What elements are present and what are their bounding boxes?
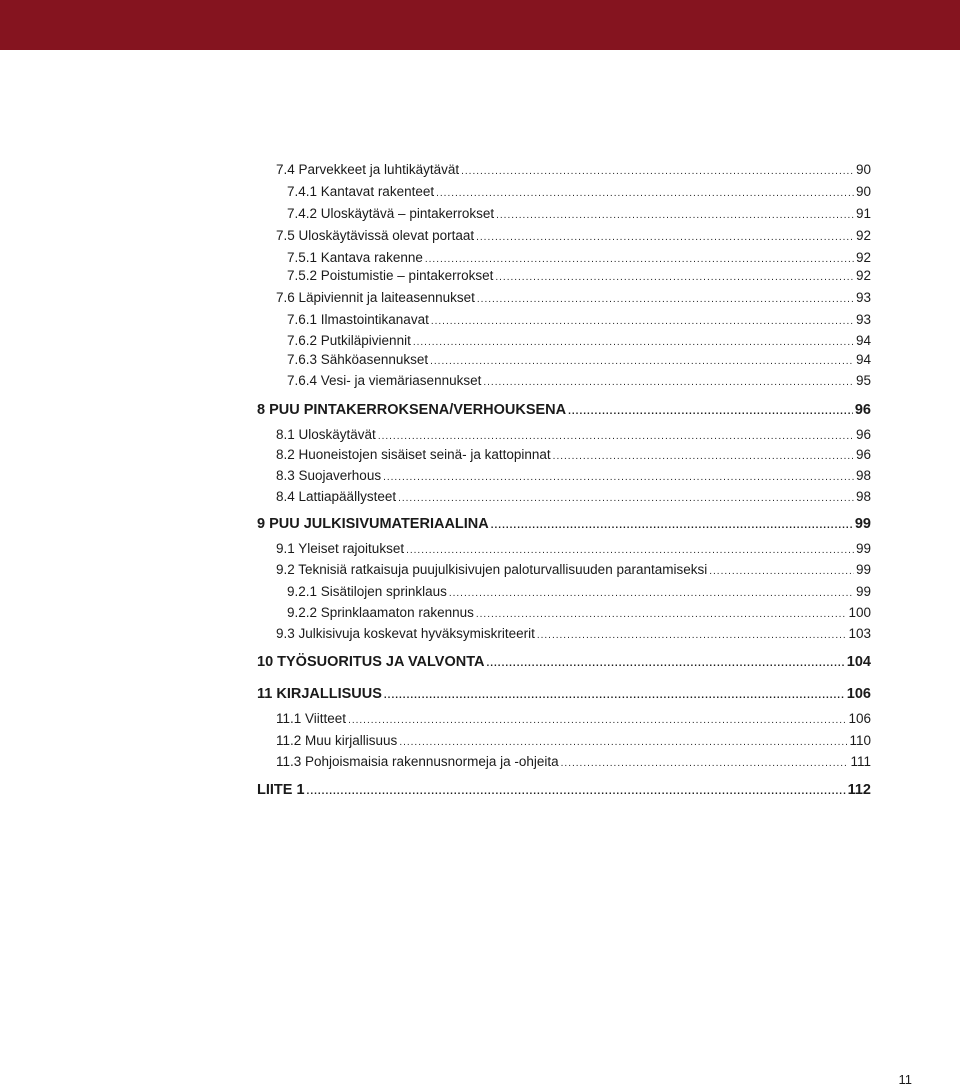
toc-entry-8-4[interactable] [276,489,871,509]
toc-entry-7-4-2[interactable] [287,206,871,226]
dot-leader [476,232,854,243]
dot-leader [491,520,853,531]
dot-leader [568,406,853,417]
toc-entry-7-6[interactable] [276,290,871,310]
toc-entry-title: 7.4.2 Uloskäytävä – pintakerrokset [287,206,495,221]
toc-entry-page: 90 [855,184,871,199]
dot-leader [553,451,854,462]
toc-entry-7-5-2[interactable] [287,268,871,288]
toc-entry-7-5-1[interactable] [287,250,871,270]
toc-entry-7-6-1[interactable] [287,312,871,332]
toc-entry-title: 8 PUU PINTAKERROKSENA/VERHOUKSENA [257,402,567,418]
toc-entry-page: 100 [848,605,871,620]
toc-entry-page: 106 [848,711,871,726]
toc-entry-title: 9.2.2 Sprinklaamaton rakennus [287,605,474,620]
toc-entry-chapter-11[interactable] [257,686,871,706]
toc-entry-7-4[interactable] [276,162,871,182]
toc-entry-title: 8.3 Suojaverhous [276,468,382,483]
toc-entry-title: 7.6 Läpiviennit ja laiteasennukset [276,290,475,305]
toc-entry-page: 99 [855,541,871,556]
toc-entry-title: 7.4 Parvekkeet ja luhtikäytävät [276,162,460,177]
dot-leader [378,431,854,442]
toc-entry-appendix-1[interactable] [257,782,871,802]
toc-entry-9-1[interactable] [276,541,871,561]
toc-entry-page: 90 [855,162,871,177]
dot-leader [383,472,854,483]
dot-leader [461,166,854,177]
toc-entry-9-2-2[interactable] [287,605,871,625]
toc-entry-title: 7.5.2 Poistumistie – pintakerrokset [287,268,494,283]
toc-entry-page: 92 [855,250,871,265]
toc-entry-page: 99 [855,584,871,599]
toc-entry-page: 94 [855,333,871,348]
dot-leader [430,356,854,367]
toc-entry-chapter-8[interactable] [257,402,871,422]
dot-leader [425,254,854,265]
toc-entry-7-6-4[interactable] [287,373,871,393]
toc-entry-page: 99 [854,516,871,532]
toc-entry-page: 106 [846,686,871,702]
toc-entry-page: 103 [848,626,871,641]
toc-entry-page: 96 [854,402,871,418]
toc-entry-11-2[interactable] [276,733,871,753]
dot-leader [399,737,847,748]
toc-entry-page: 92 [855,228,871,243]
dot-leader [561,758,849,769]
dot-leader [483,377,854,388]
dot-leader [384,690,845,701]
toc-entry-title: 8.4 Lattiapäällysteet [276,489,397,504]
toc-entry-page: 96 [855,447,871,462]
dot-leader [449,588,854,599]
toc-entry-title: 7.5 Uloskäytävissä olevat portaat [276,228,475,243]
dot-leader [477,294,854,305]
dot-leader [307,786,846,797]
page-number: 11 [898,1072,912,1087]
toc-entry-title: 11.3 Pohjoismaisia rakennusnormeja ja -ohjeita [276,754,559,769]
toc-entry-title: 10 TYÖSUORITUS JA VALVONTA [257,654,485,670]
toc-entry-8-3[interactable] [276,468,871,488]
dot-leader [406,545,854,556]
toc-entry-7-6-2[interactable] [287,333,871,353]
toc-entry-page: 98 [855,468,871,483]
toc-entry-chapter-10[interactable] [257,654,871,674]
dot-leader [398,493,854,504]
toc-entry-title: 11.2 Muu kirjallisuus [276,733,398,748]
toc-entry-title: 7.6.2 Putkiläpiviennit [287,333,411,348]
toc-entry-8-2[interactable] [276,447,871,467]
toc-entry-page: 93 [855,290,871,305]
toc-entry-page: 99 [855,562,871,577]
toc-entry-page: 93 [855,312,871,327]
toc-entry-page: 91 [855,206,871,221]
toc-entry-page: 95 [855,373,871,388]
toc-entry-title: 7.5.1 Kantava rakenne [287,250,423,265]
dot-leader [496,210,854,221]
toc-entry-title: 9 PUU JULKISIVUMATERIAALINA [257,516,489,532]
dot-leader [348,715,846,726]
toc-entry-page: 110 [849,733,871,748]
toc-entry-title: 7.6.1 Ilmastointikanavat [287,312,429,327]
toc-entry-page: 112 [847,782,871,798]
dot-leader [413,337,854,348]
toc-entry-title: 8.1 Uloskäytävät [276,427,376,442]
toc-entry-8-1[interactable] [276,427,871,447]
toc-entry-title: 8.2 Huoneistojen sisäiset seinä- ja kattopinnat [276,447,551,462]
dot-leader [537,630,847,641]
dot-leader [495,272,854,283]
dot-leader [709,566,854,577]
toc-entry-title: LIITE 1 [257,782,305,798]
toc-entry-page: 111 [850,754,871,769]
dot-leader [486,658,844,669]
toc-entry-11-3[interactable] [276,754,871,774]
dot-leader [476,609,847,620]
toc-entry-title: 7.6.3 Sähköasennukset [287,352,429,367]
toc-entry-title: 11 KIRJALLISUUS [257,686,382,702]
toc-entry-7-6-3[interactable] [287,352,871,372]
toc-entry-page: 92 [855,268,871,283]
dot-leader [436,188,854,199]
toc-entry-page: 104 [846,654,871,670]
toc-entry-title: 9.3 Julkisivuja koskevat hyväksymiskriteerit [276,626,535,641]
toc-entry-page: 98 [855,489,871,504]
dot-leader [431,316,854,327]
toc-entry-title: 11.1 Viitteet [276,711,347,726]
toc-entry-11-1[interactable] [276,711,871,731]
toc-entry-9-2-1[interactable] [287,584,871,604]
toc-entry-page: 96 [855,427,871,442]
toc-entry-title: 7.6.4 Vesi- ja viemäriasennukset [287,373,482,388]
toc-entry-9-2[interactable] [276,562,871,582]
toc-entry-chapter-9[interactable] [257,516,871,536]
toc-entry-7-4-1[interactable] [287,184,871,204]
toc-entry-title: 7.4.1 Kantavat rakenteet [287,184,435,199]
toc-entry-title: 9.1 Yleiset rajoitukset [276,541,405,556]
toc-entry-title: 9.2 Teknisiä ratkaisuja puujulkisivujen paloturvallisuuden parantamiseksi [276,562,708,577]
toc-entry-title: 9.2.1 Sisätilojen sprinklaus [287,584,447,599]
toc-entry-7-5[interactable] [276,228,871,248]
toc-entry-9-3[interactable] [276,626,871,646]
toc-entry-page: 94 [855,352,871,367]
